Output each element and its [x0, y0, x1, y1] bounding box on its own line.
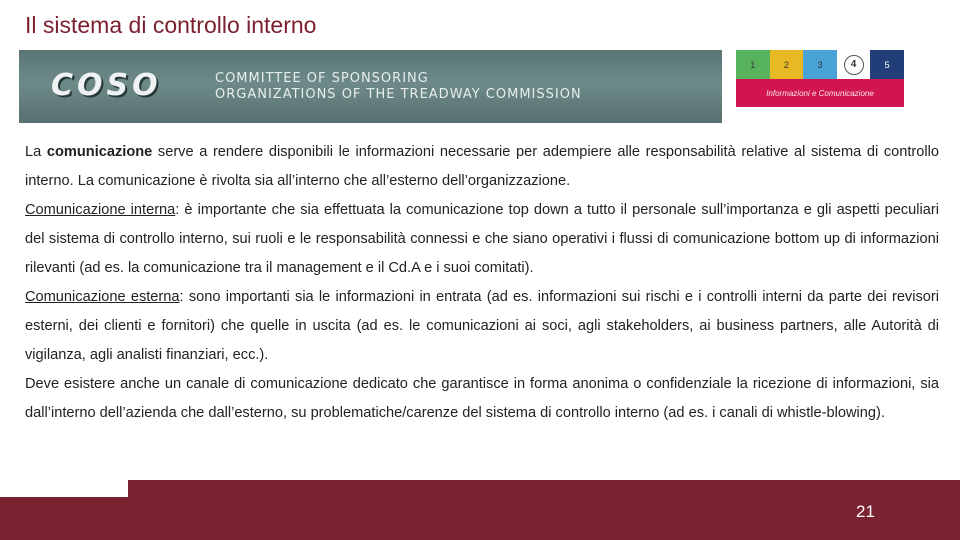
- footer-notch: [0, 480, 128, 497]
- p1-pre: La: [25, 144, 47, 160]
- page-number: 21: [856, 502, 875, 521]
- paragraph-comunicazione: [25, 138, 939, 196]
- step-5: 5: [870, 50, 904, 79]
- paragraph-esterna: [25, 283, 939, 370]
- step-row: [736, 50, 904, 79]
- p3-text: : sono importanti sia le informazioni in entrata (ad es. informazioni sui rischi e i controlli interni da parte dei revisori esterni, dei clienti e fornitori) che quelle in uscita (ad es. le comunicazioni ai soci, agli stakeholders, ai business partners, alle Autorità di vigilanza, agli analisti finanziari, ecc.).: [25, 289, 939, 363]
- p2-text: : è importante che sia effettuata la comunicazione top down a tutto il personale sull’importanza e gli aspetti peculiari del sistema di controllo interno, sui ruoli e le responsabilità connessi e che siano operativi i flussi di comunicazione bottom up di informazioni rilevanti (ad es. la comunicazione tra il management e il Cd.A e i suoi comitati).: [25, 202, 939, 276]
- committee-line-1: COMMITTEE OF SPONSORING: [215, 71, 429, 86]
- p1-bold-term: comunicazione: [46, 144, 153, 160]
- coso-logo: COSO: [51, 68, 162, 103]
- step-2: 2: [770, 50, 804, 79]
- step-1: 1: [736, 50, 770, 79]
- committee-name: [215, 71, 582, 103]
- paragraph-interna: [25, 196, 939, 283]
- step-4-active: [837, 50, 871, 79]
- p1-post: serve a rendere disponibili le informazioni necessarie per adempiere alle responsabilità relative al sistema di controllo interno. La comunicazione è rivolta sia all’interno che all’esterno dell’organizzazione.: [25, 144, 939, 189]
- active-step-label: Informazioni e Comunicazione: [736, 79, 904, 107]
- slide-title: Il sistema di controllo interno: [25, 12, 317, 38]
- term-comunicazione-esterna: Comunicazione esterna: [25, 289, 180, 305]
- slide-body: [25, 138, 939, 428]
- footer-bar: [0, 480, 960, 540]
- coso-components-indicator: [736, 50, 904, 107]
- paragraph-whistleblowing: Deve esistere anche un canale di comunicazione dedicato che garantisce in forma anonima o confidenziale la ricezione di informazioni, sia dall’interno dell’azienda che dall’esterno, su problematiche/carenze del sistema di controllo interno (ad es. i canali di whistle-blowing).: [25, 376, 939, 421]
- term-comunicazione-interna: Comunicazione interna: [25, 202, 176, 218]
- coso-banner: [19, 50, 722, 123]
- step-4-badge: 4: [844, 55, 864, 75]
- step-3: 3: [803, 50, 837, 79]
- committee-line-2: ORGANIZATIONS OF THE TREADWAY COMMISSION: [215, 87, 582, 102]
